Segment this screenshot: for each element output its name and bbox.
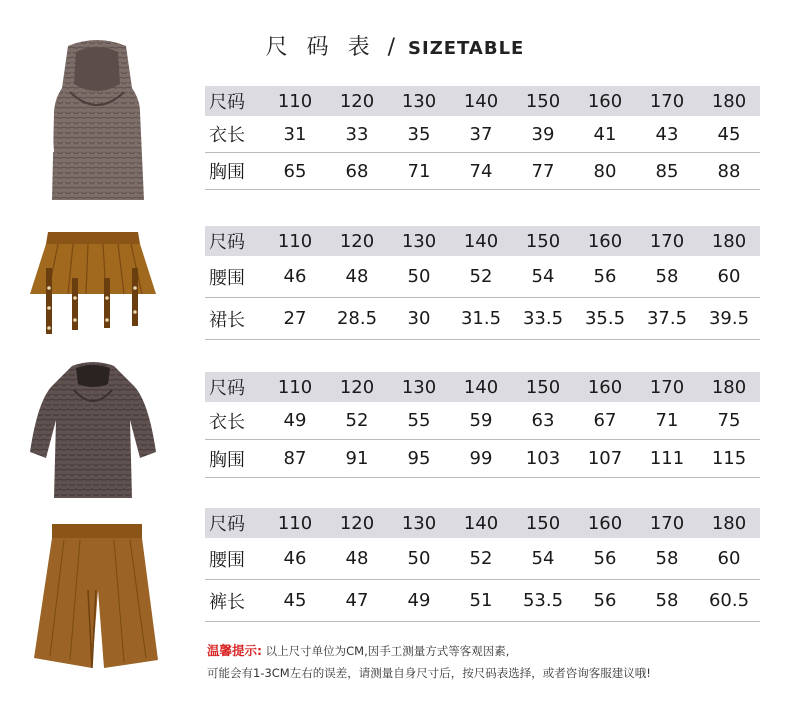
size-cell: 140 xyxy=(463,90,499,112)
value-cell: 43 xyxy=(655,123,679,145)
value-cell: 74 xyxy=(469,160,493,182)
value-cell: 45 xyxy=(717,123,741,145)
value-cell: 60 xyxy=(717,548,741,569)
size-cell: 160 xyxy=(587,230,623,252)
value-cell: 54 xyxy=(531,548,555,569)
row-label: 胸围 xyxy=(209,449,245,471)
value-cell: 75 xyxy=(717,410,741,431)
table-row xyxy=(205,402,760,440)
header-label: 尺码 xyxy=(209,92,245,113)
value-cell: 51 xyxy=(469,590,493,611)
value-cell: 60.5 xyxy=(708,590,750,611)
value-cell: 31.5 xyxy=(460,308,502,329)
row-label: 衣长 xyxy=(209,125,245,146)
value-cell: 71 xyxy=(407,160,431,182)
value-cell: 48 xyxy=(345,548,369,569)
value-cell: 46 xyxy=(283,548,307,569)
table-row xyxy=(205,440,760,478)
size-cell: 120 xyxy=(339,230,375,252)
size-cell: 110 xyxy=(277,90,313,112)
header-label: 尺码 xyxy=(209,514,245,535)
value-cell: 58 xyxy=(655,548,679,569)
value-cell: 31 xyxy=(283,123,307,145)
value-cell: 63 xyxy=(531,410,555,431)
size-cell: 120 xyxy=(339,376,375,398)
row-label: 腰围 xyxy=(209,549,245,571)
value-cell: 58 xyxy=(655,590,679,611)
row-label: 裙长 xyxy=(209,309,245,331)
value-cell: 28.5 xyxy=(336,308,378,329)
value-cell: 33 xyxy=(345,123,369,145)
value-cell: 48 xyxy=(345,266,369,287)
size-table-skirt xyxy=(205,226,760,340)
value-cell: 45 xyxy=(283,590,307,611)
pleated-skirt-image xyxy=(28,228,158,338)
value-cell: 107 xyxy=(587,448,623,469)
size-cell: 120 xyxy=(339,90,375,112)
notice-text-1: 以上尺寸单位为CM,因手工测量方式等客观因素, xyxy=(265,644,510,658)
value-cell: 87 xyxy=(283,448,307,469)
value-cell: 58 xyxy=(655,266,679,287)
row-label: 腰围 xyxy=(209,267,245,289)
row-label: 胸围 xyxy=(209,162,245,183)
size-cell: 130 xyxy=(401,512,437,534)
value-cell: 37.5 xyxy=(646,308,688,329)
notice-line-2: 可能会有1-3CM左右的误差，请测量自身尺寸后，按尺码表选择，或者咨询客服建议哦! xyxy=(207,666,651,680)
size-table-top xyxy=(205,372,760,478)
value-cell: 95 xyxy=(407,448,431,469)
table-header-row xyxy=(205,226,760,256)
size-table-shorts xyxy=(205,508,760,622)
value-cell: 50 xyxy=(407,548,431,569)
value-cell: 37 xyxy=(469,123,493,145)
table-row xyxy=(205,116,760,153)
notice-highlight: 温馨提示: xyxy=(207,643,262,658)
size-cell: 170 xyxy=(649,512,685,534)
value-cell: 33.5 xyxy=(522,308,564,329)
value-cell: 88 xyxy=(717,160,741,182)
hooded-top-image xyxy=(28,362,158,502)
size-cell: 180 xyxy=(711,376,747,398)
table-row xyxy=(205,153,760,190)
header-label: 尺码 xyxy=(209,378,245,399)
title-separator: / xyxy=(387,35,397,60)
size-cell: 160 xyxy=(587,376,623,398)
value-cell: 52 xyxy=(469,548,493,569)
size-cell: 130 xyxy=(401,230,437,252)
value-cell: 68 xyxy=(345,160,369,182)
table-row xyxy=(205,256,760,298)
value-cell: 52 xyxy=(469,266,493,287)
value-cell: 47 xyxy=(345,590,369,611)
size-cell: 170 xyxy=(649,230,685,252)
value-cell: 54 xyxy=(531,266,555,287)
table-row xyxy=(205,538,760,580)
size-cell: 160 xyxy=(587,512,623,534)
value-cell: 41 xyxy=(593,123,617,145)
value-cell: 65 xyxy=(283,160,307,182)
notice-line-1 xyxy=(207,640,651,662)
value-cell: 53.5 xyxy=(522,590,564,611)
value-cell: 56 xyxy=(593,548,617,569)
value-cell: 103 xyxy=(525,448,561,469)
value-cell: 77 xyxy=(531,160,555,182)
size-cell: 170 xyxy=(649,376,685,398)
size-table-vest xyxy=(205,86,760,190)
value-cell: 56 xyxy=(593,590,617,611)
value-cell: 50 xyxy=(407,266,431,287)
size-cell: 130 xyxy=(401,376,437,398)
size-cell: 180 xyxy=(711,90,747,112)
measurement-notice xyxy=(207,640,651,684)
value-cell: 39.5 xyxy=(708,308,750,329)
value-cell: 67 xyxy=(593,410,617,431)
size-cell: 150 xyxy=(525,512,561,534)
size-cell: 120 xyxy=(339,512,375,534)
size-cell: 140 xyxy=(463,376,499,398)
value-cell: 59 xyxy=(469,410,493,431)
value-cell: 46 xyxy=(283,266,307,287)
size-cell: 140 xyxy=(463,230,499,252)
size-cell: 110 xyxy=(277,512,313,534)
value-cell: 60 xyxy=(717,266,741,287)
value-cell: 111 xyxy=(649,448,685,469)
value-cell: 91 xyxy=(345,448,369,469)
value-cell: 39 xyxy=(531,123,555,145)
size-cell: 150 xyxy=(525,230,561,252)
table-row xyxy=(205,580,760,622)
row-label: 裤长 xyxy=(209,591,245,613)
value-cell: 35 xyxy=(407,123,431,145)
value-cell: 99 xyxy=(469,448,493,469)
table-header-row xyxy=(205,86,760,116)
size-cell: 150 xyxy=(525,376,561,398)
size-cell: 180 xyxy=(711,230,747,252)
size-cell: 140 xyxy=(463,512,499,534)
table-row xyxy=(205,298,760,340)
value-cell: 85 xyxy=(655,160,679,182)
value-cell: 27 xyxy=(283,308,307,329)
hooded-vest-image xyxy=(40,40,155,205)
value-cell: 71 xyxy=(655,410,679,431)
size-cell: 180 xyxy=(711,512,747,534)
value-cell: 115 xyxy=(711,448,747,469)
value-cell: 49 xyxy=(407,590,431,611)
table-header-row xyxy=(205,508,760,538)
value-cell: 35.5 xyxy=(584,308,626,329)
size-cell: 130 xyxy=(401,90,437,112)
value-cell: 80 xyxy=(593,160,617,182)
size-cell: 170 xyxy=(649,90,685,112)
value-cell: 30 xyxy=(407,308,431,329)
title-cn: 尺 码 表 xyxy=(265,35,376,60)
size-cell: 160 xyxy=(587,90,623,112)
value-cell: 56 xyxy=(593,266,617,287)
size-cell: 110 xyxy=(277,230,313,252)
value-cell: 52 xyxy=(345,410,369,431)
size-cell: 150 xyxy=(525,90,561,112)
title-en: SIZETABLE xyxy=(408,38,525,59)
value-cell: 49 xyxy=(283,410,307,431)
table-header-row xyxy=(205,372,760,402)
row-label: 衣长 xyxy=(209,411,245,433)
value-cell: 55 xyxy=(407,410,431,431)
header-label: 尺码 xyxy=(209,232,245,253)
size-cell: 110 xyxy=(277,376,313,398)
culotte-shorts-image xyxy=(30,520,160,670)
